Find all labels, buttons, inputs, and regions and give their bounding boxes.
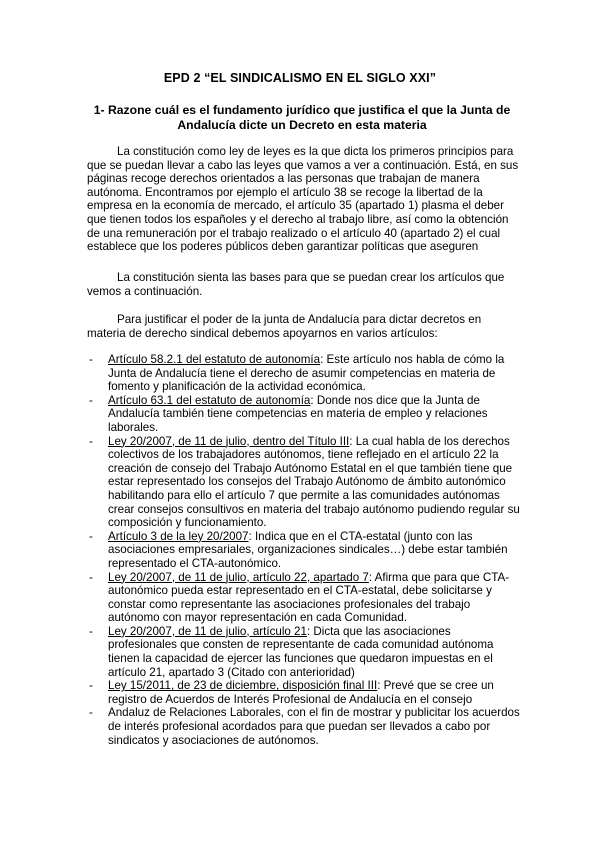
list-item bbox=[87, 530, 522, 571]
item-text: : Indica que en el CTA-estatal (junto con las asociaciones empresariales, organizaciones sindicales…) debe estar también representado el CTA-autonómico. bbox=[108, 529, 508, 570]
legal-reference: Artículo 63.1 del estatuto de autonomía bbox=[108, 393, 311, 407]
legal-reference: Artículo 3 de la ley 20/2007 bbox=[108, 529, 249, 543]
question-heading: 1- Razone cuál es el fundamento jurídico que justifica el que la Junta de Andalucía dicte un Decreto en esta materia bbox=[93, 103, 511, 132]
paragraph-bases bbox=[87, 271, 519, 298]
document-title: EPD 2 “EL SINDICALISMO EN EL SIGLO XXI” bbox=[163, 71, 437, 85]
item-text: Andaluz de Relaciones Laborales, con el fin de mostrar y publicitar los acuerdos de interés profesional acordados para que puedan ser llevados a cabo por sindicatos y asociaciones de autónomos. bbox=[108, 706, 520, 747]
legal-reference: Ley 20/2007, de 11 de julio, dentro del Título III bbox=[108, 434, 350, 448]
list-item bbox=[87, 394, 522, 435]
list-item bbox=[87, 353, 522, 394]
item-text: : Donde nos dice que la Junta de Andalucía también tiene competencias en materia de empleo y relaciones laborales. bbox=[108, 393, 488, 434]
list-item bbox=[87, 625, 522, 679]
bullet-dash: - bbox=[89, 570, 93, 584]
paragraph-justification bbox=[87, 313, 519, 340]
bullet-dash: - bbox=[89, 353, 93, 366]
legal-reference: Ley 20/2007, de 11 de julio, artículo 21 bbox=[108, 624, 307, 638]
paragraph-text: Para justificar el poder de la junta de Andalucía para dictar decretos en materia de derecho sindical debemos apoyarnos en varios artículos: bbox=[87, 313, 482, 340]
item-text: : Este artículo nos habla de cómo la Junta de Andalucía tiene el derecho de asumir competencias en materia de fomento y planificación de la actividad económica. bbox=[108, 353, 505, 394]
legal-articles-list bbox=[87, 353, 522, 747]
legal-reference: Ley 15/2011, de 23 de diciembre, disposición final III bbox=[108, 679, 378, 693]
paragraph-constitution bbox=[87, 145, 519, 254]
bullet-dash: - bbox=[89, 679, 93, 693]
list-item bbox=[87, 679, 522, 706]
bullet-dash: - bbox=[89, 529, 93, 543]
item-text: : Afirma que para que CTA- autonómico pueda estar representado en el CTA-estatal, debe solicitarse y constar como representante las asociaciones profesionales del trabajo autónomo con mayor representación en cada Comunidad. bbox=[108, 570, 510, 625]
list-item bbox=[87, 571, 522, 625]
item-text: : Dicta que las asociaciones profesionales que consten de representante de cada comunidad autónoma tienen la capacidad de ejercer las funciones que quedaron impuestas en el artículo 21, apartado 3 (Citado con anterioridad) bbox=[108, 624, 494, 679]
paragraph-text: La constitución sienta las bases para que se puedan crear los artículos que vemos a continuación. bbox=[87, 271, 505, 298]
list-item bbox=[87, 706, 522, 747]
legal-reference: Ley 20/2007, de 11 de julio, artículo 22, apartado 7 bbox=[108, 570, 369, 584]
item-text: : La cual habla de los derechos colectivos de los trabajadores autónomos, tiene reflejado en el artículo 22 la creación de consejo del Trabajo Autónomo Estatal en el que también tiene que estar representado los consejos del Trabajo Autónomo de ámbito autonómico habilitando para ello el artículo 7 que permite a las comunidades autónomas crear consejos consultivos en materia del trabajo autónomo pudiendo regular su composición y funcionamiento. bbox=[108, 434, 520, 530]
legal-reference: Artículo 58.2.1 del estatuto de autonomía bbox=[108, 353, 321, 366]
bullet-dash: - bbox=[89, 624, 93, 638]
bullet-dash: - bbox=[89, 434, 93, 448]
paragraph-text: La constitución como ley de leyes es la que dicta los primeros principios para que se puedan llevar a cabo las leyes que vamos a ver a continuación. Está, en sus páginas recoge derechos orientados a las personas que trabajan de manera autónoma. Encontramos por ejemplo el artículo 38 se recoge la libertad de la empresa en la economía de mercado, el artículo 35 (apartado 1) plasma el deber que tienen todos los españoles y el derecho al trabajo libre, así como la obtención de una remuneración por el trabajo realizado o el artículo 40 (apartado 2) el cual establece que los poderes públicos deben garantizar políticas que aseguren bbox=[87, 145, 519, 254]
bullet-dash: - bbox=[89, 706, 93, 720]
bullet-dash: - bbox=[89, 393, 93, 407]
list-item bbox=[87, 435, 522, 530]
item-text: : Prevé que se cree un registro de Acuerdos de Interés Profesional de Andalucía en el consejo bbox=[108, 679, 494, 706]
